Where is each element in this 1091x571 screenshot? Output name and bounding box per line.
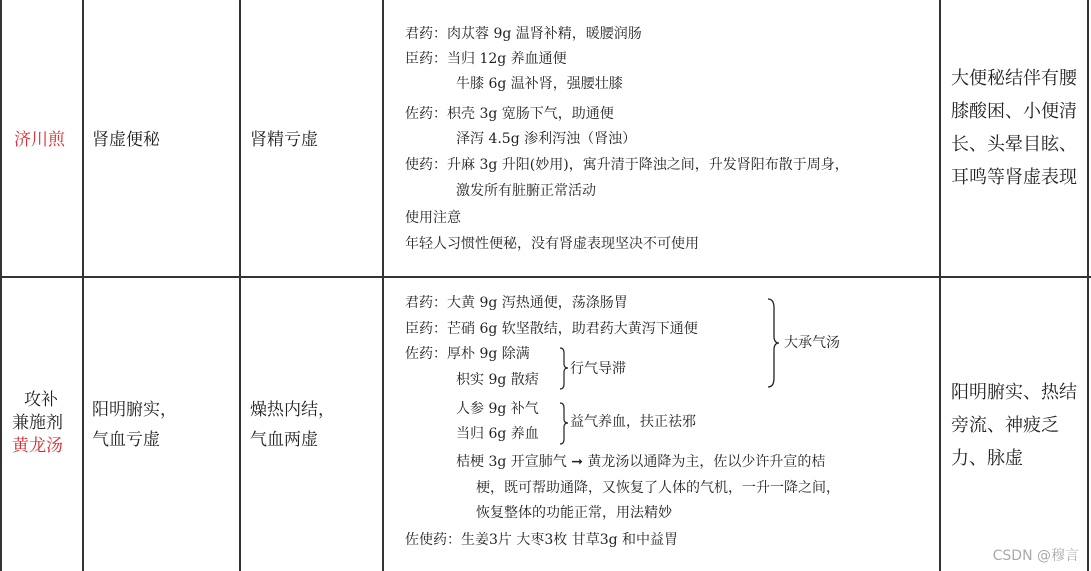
pathogenesis-text: 肾精亏虚 xyxy=(250,130,318,150)
indication-text: 阳明腑实、热结旁流、神疲乏力、脉虚 xyxy=(951,382,1077,469)
formula-category: 攻补 xyxy=(24,390,58,410)
composition-line: 佐药：厚朴 9g 除满 xyxy=(405,346,530,362)
table-border-left xyxy=(0,0,2,571)
table-border-right xyxy=(1087,0,1089,571)
column-divider-2 xyxy=(239,0,241,571)
composition-line: 臣药：当归 12g 养血通便 xyxy=(405,51,567,67)
formula-name: 济川煎 xyxy=(14,130,65,150)
symptom-text: 肾虚便秘 xyxy=(92,130,160,150)
composition-line: 当归 6g 养血 xyxy=(456,426,539,442)
composition-line: 泽泻 4.5g 渗利泻浊（肾浊） xyxy=(456,131,637,147)
composition-line: 佐药：枳壳 3g 宽肠下气，助通便 xyxy=(405,106,614,122)
brace-label: 大承气汤 xyxy=(784,335,840,351)
symptom-text: 气血亏虚 xyxy=(92,430,160,450)
composition-line: 君药：大黄 9g 泻热通便，荡涤肠胃 xyxy=(405,295,628,311)
usage-note-text: 年轻人习惯性便秘，没有肾虚表现坚决不可使用 xyxy=(405,236,699,252)
composition-line: 君药：肉苁蓉 9g 温肾补精，暖腰润肠 xyxy=(405,26,642,42)
brace-small xyxy=(558,402,570,446)
indication-text: 大便秘结伴有腰膝酸困、小便清长、头晕目眩、耳鸣等肾虚表现 xyxy=(951,68,1077,188)
formula-name: 黄龙汤 xyxy=(12,436,63,456)
brace-small xyxy=(558,347,570,391)
watermark: CSDN @穆言 xyxy=(992,548,1079,564)
composition-line: 恢复整体的功能正常，用法精妙 xyxy=(476,505,672,521)
column-divider-4 xyxy=(939,0,941,571)
composition-line: 梗，既可帮助通降，又恢复了人体的气机，一升一降之间， xyxy=(476,480,840,496)
brace-label: 益气养血，扶正祛邪 xyxy=(570,414,696,430)
composition-line: 使药：升麻 3g 升阳(妙用)，寓升清于降浊之间，升发肾阳布散于周身， xyxy=(405,157,849,173)
brace-label: 行气导滞 xyxy=(570,361,626,377)
composition-line: 枳实 9g 散痞 xyxy=(456,372,539,388)
brace-big xyxy=(766,298,780,388)
composition-line: 牛膝 6g 温补肾，强腰壮膝 xyxy=(456,76,623,92)
usage-note-heading: 使用注意 xyxy=(405,210,461,226)
pathogenesis-text: 燥热内结， xyxy=(250,400,335,420)
formula-category: 兼施剂 xyxy=(12,413,63,433)
composition-line: 桔梗 3g 开宣肺气 ➞ 黄龙汤以通降为主，佐以少许升宣的桔 xyxy=(456,454,826,470)
composition-line: 臣药：芒硝 6g 软坚散结，助君药大黄泻下通便 xyxy=(405,321,698,337)
column-divider-1 xyxy=(82,0,84,571)
pathogenesis-text: 气血两虚 xyxy=(250,430,318,450)
composition-line: 激发所有脏腑正常活动 xyxy=(456,183,596,199)
symptom-text: 阳明腑实， xyxy=(92,400,177,420)
column-divider-3 xyxy=(382,0,384,571)
row-divider xyxy=(0,276,1091,278)
composition-line: 佐使药：生姜3片 大枣3枚 甘草3g 和中益胃 xyxy=(405,532,679,548)
composition-line: 人参 9g 补气 xyxy=(456,401,539,417)
